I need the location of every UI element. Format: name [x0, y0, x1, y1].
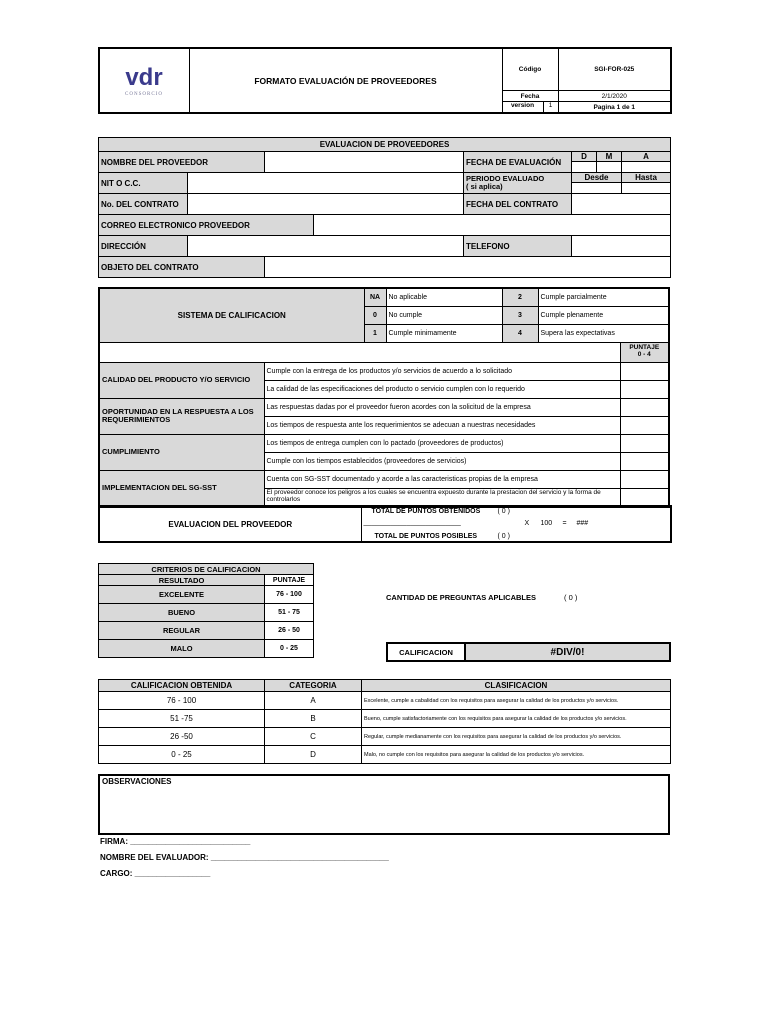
- month-label: M: [597, 152, 621, 162]
- criteria-resultado: EXCELENTE: [99, 586, 265, 604]
- vdr-logo-icon: [114, 61, 174, 99]
- multiply-sign: X: [524, 520, 530, 527]
- telefono-field[interactable]: [572, 236, 671, 257]
- blank-cell: [99, 342, 620, 362]
- score-input[interactable]: [620, 398, 669, 416]
- scale-label: Cumple parcialmente: [538, 288, 669, 306]
- score-input[interactable]: [620, 362, 669, 380]
- day-label: D: [572, 152, 596, 162]
- nombre-evaluador-line[interactable]: NOMBRE DEL EVALUADOR: ________________________________________: [100, 853, 389, 862]
- criterion-name: IMPLEMENTACION DEL SG-SST: [99, 470, 264, 507]
- rango: 51 -75: [99, 710, 265, 728]
- scale-code: 4: [502, 324, 538, 342]
- score-input[interactable]: [620, 416, 669, 434]
- fecha-day-cell[interactable]: [572, 152, 597, 173]
- telefono-label: TELEFONO: [464, 236, 572, 257]
- nit-field[interactable]: [188, 173, 464, 194]
- categoria: D: [265, 746, 362, 764]
- scale-label: No aplicable: [386, 288, 502, 306]
- periodo-hasta-cell[interactable]: [622, 173, 671, 194]
- rating-system-table: [98, 287, 670, 508]
- posibles-label: TOTAL DE PUNTOS POSIBLES: [374, 533, 478, 540]
- score-input[interactable]: [620, 380, 669, 398]
- year-label: A: [622, 152, 670, 162]
- desde-label: Desde: [572, 173, 621, 183]
- calificacion-label: CALIFICACION: [387, 643, 465, 661]
- criteria-resultado: REGULAR: [99, 622, 265, 640]
- criteria-puntaje: 76 - 100: [265, 586, 314, 604]
- scale-code: 2: [502, 288, 538, 306]
- posibles-value: ( 0 ): [497, 533, 510, 540]
- observaciones-label: OBSERVACIONES: [102, 777, 172, 786]
- periodo-text: PERIODO EVALUADO: [466, 174, 545, 184]
- percentage-result: ###: [576, 520, 589, 527]
- fecha-value: 2/1/2020: [558, 91, 671, 102]
- nit-label: NIT O C.C.: [99, 173, 188, 194]
- criterion-item: El proveedor conoce los peligros a los cuales se encuentra expuesto durante la prestacion del servicio y la forma de controlarlos: [264, 488, 620, 507]
- criterion-item: Los tiempos de respuesta ante los requerimientos se adecuan a nuestras necesidades: [264, 416, 620, 434]
- scale-code: 3: [502, 306, 538, 324]
- fecha-label: Fecha: [502, 91, 558, 102]
- descripcion: Malo, no cumple con los requisitos para asegurar la calidad de los productos y/o servicios.: [362, 746, 671, 764]
- col-resultado: RESULTADO: [99, 575, 265, 586]
- categoria: B: [265, 710, 362, 728]
- fecha-evaluacion-label: FECHA DE EVALUACIÓN: [464, 152, 572, 173]
- rating-system-title: SISTEMA DE CALIFICACION: [99, 288, 364, 342]
- version-label: version: [503, 102, 544, 112]
- criteria-title: CRITERIOS DE CALIFICACION: [99, 564, 314, 575]
- company-logo: [99, 48, 189, 113]
- puntaje-range: 0 - 4: [637, 351, 651, 358]
- document-title: FORMATO EVALUACIÓN DE PROVEEDORES: [189, 48, 502, 113]
- direccion-label: DIRECCIÓN: [99, 236, 188, 257]
- descripcion: Excelente, cumple a cabalidad con los requisitos para asegurar la calidad de los productos y/o servicios.: [362, 692, 671, 710]
- score-input[interactable]: [620, 452, 669, 470]
- document-header: [98, 47, 672, 114]
- cargo-line[interactable]: CARGO: _________________: [100, 869, 211, 878]
- col-calificacion-obtenida: CALIFICACION OBTENIDA: [99, 680, 265, 692]
- criterion-name: OPORTUNIDAD EN LA RESPUESTA A LOS REQUERIMIENTOS: [99, 398, 264, 434]
- svg-text:vdr: vdr: [125, 63, 163, 91]
- correo-label: CORREO ELECTRONICO PROVEEDOR: [99, 215, 314, 236]
- contrato-label: No. DEL CONTRATO: [99, 194, 188, 215]
- formula-cell: [361, 506, 671, 542]
- classification-table: [98, 679, 671, 764]
- periodo-sub: ( si aplica): [466, 182, 503, 191]
- objeto-label: OBJETO DEL CONTRATO: [99, 257, 265, 278]
- correo-field[interactable]: [314, 215, 671, 236]
- cantidad-preguntas: [386, 593, 577, 602]
- grading-criteria-table: [98, 563, 314, 658]
- nombre-proveedor-label: NOMBRE DEL PROVEEDOR: [99, 152, 265, 173]
- observaciones-box[interactable]: [98, 774, 670, 835]
- criterion-item: Los tiempos de entrega cumplen con lo pactado (proveedores de productos): [264, 434, 620, 452]
- fecha-year-cell[interactable]: [622, 152, 671, 173]
- scale-code: NA: [364, 288, 386, 306]
- criterion-name: CALIDAD DEL PRODUCTO Y/O SERVICIO: [99, 362, 264, 398]
- section-title: EVALUACION DE PROVEEDORES: [99, 138, 671, 152]
- score-input[interactable]: [620, 470, 669, 488]
- fecha-month-cell[interactable]: [597, 152, 622, 173]
- scale-label: No cumple: [386, 306, 502, 324]
- scale-code: 0: [364, 306, 386, 324]
- scale-label: Cumple plenamente: [538, 306, 669, 324]
- descripcion: Regular, cumple medianamente con los requisitos para asegurar la calidad de los productos y/o servicios.: [362, 728, 671, 746]
- criterion-item: Cumple con los tiempos establecidos (proveedores de servicios): [264, 452, 620, 470]
- cantidad-value: ( 0 ): [564, 593, 578, 602]
- criterion-item: Las respuestas dadas por el proveedor fueron acordes con la solicitud de la empresa: [264, 398, 620, 416]
- fecha-contrato-field[interactable]: [572, 194, 671, 215]
- contrato-field[interactable]: [188, 194, 464, 215]
- evaluacion-proveedor-label: EVALUACION DEL PROVEEDOR: [99, 506, 361, 542]
- criterion-name: CUMPLIMIENTO: [99, 434, 264, 470]
- equals-sign: =: [562, 520, 567, 527]
- obtenidos-value: ( 0 ): [497, 508, 510, 515]
- rango: 0 - 25: [99, 746, 265, 764]
- categoria: C: [265, 728, 362, 746]
- version-value: 1: [548, 102, 553, 110]
- fraction-line: _________________________: [363, 519, 461, 526]
- calificacion-box: [386, 642, 671, 662]
- obtenidos-label: TOTAL DE PUNTOS OBTENIDOS: [371, 508, 481, 515]
- scale-label: Supera las expectativas: [538, 324, 669, 342]
- periodo-label: [464, 173, 572, 194]
- puntaje-label: PUNTAJE: [629, 344, 660, 352]
- svg-text:CONSORCIO: CONSORCIO: [125, 91, 164, 97]
- firma-line[interactable]: FIRMA: ___________________________: [100, 837, 251, 846]
- scale-code: 1: [364, 324, 386, 342]
- puntaje-header: [620, 342, 669, 362]
- fecha-contrato-label: FECHA DEL CONTRATO: [464, 194, 572, 215]
- hasta-label: Hasta: [622, 173, 670, 183]
- criterion-item: Cumple con la entrega de los productos y/o servicios de acuerdo a lo solicitado: [264, 362, 620, 380]
- rango: 76 - 100: [99, 692, 265, 710]
- col-categoria: CATEGORIA: [265, 680, 362, 692]
- scale-label: Cumple minimamente: [386, 324, 502, 342]
- descripcion: Bueno, cumple satisfactoriamente con los requisitos para asegurar la calidad de los productos y/o servicios.: [362, 710, 671, 728]
- criteria-resultado: MALO: [99, 640, 265, 658]
- version-cell: [502, 102, 558, 113]
- codigo-label: Código: [502, 48, 558, 91]
- objeto-field[interactable]: [265, 257, 671, 278]
- direccion-field[interactable]: [188, 236, 464, 257]
- hundred: 100: [540, 520, 553, 527]
- cantidad-label: CANTIDAD DE PREGUNTAS APLICABLES: [386, 593, 537, 602]
- col-clasificacion: CLASIFICACION: [362, 680, 671, 692]
- provider-info-table: [98, 137, 671, 278]
- categoria: A: [265, 692, 362, 710]
- col-puntaje: PUNTAJE: [265, 575, 314, 586]
- criteria-puntaje: 26 - 50: [265, 622, 314, 640]
- criteria-puntaje: 51 - 75: [265, 604, 314, 622]
- criteria-resultado: BUENO: [99, 604, 265, 622]
- criterion-item: La calidad de las especificaciones del producto o servicio cumplen con lo requerido: [264, 380, 620, 398]
- periodo-desde-cell[interactable]: [572, 173, 622, 194]
- nombre-proveedor-field[interactable]: [265, 152, 464, 173]
- criterion-item: Cuenta con SG-SST documentado y acorde a las caracteristicas propias de la empresa: [264, 470, 620, 488]
- rango: 26 -50: [99, 728, 265, 746]
- score-input[interactable]: [620, 434, 669, 452]
- criteria-puntaje: 0 - 25: [265, 640, 314, 658]
- total-score-table: [98, 505, 672, 543]
- calificacion-value: #DIV/0!: [465, 643, 670, 661]
- page-number: Pagina 1 de 1: [558, 102, 671, 113]
- codigo-value: SGI-FOR-025: [558, 48, 671, 91]
